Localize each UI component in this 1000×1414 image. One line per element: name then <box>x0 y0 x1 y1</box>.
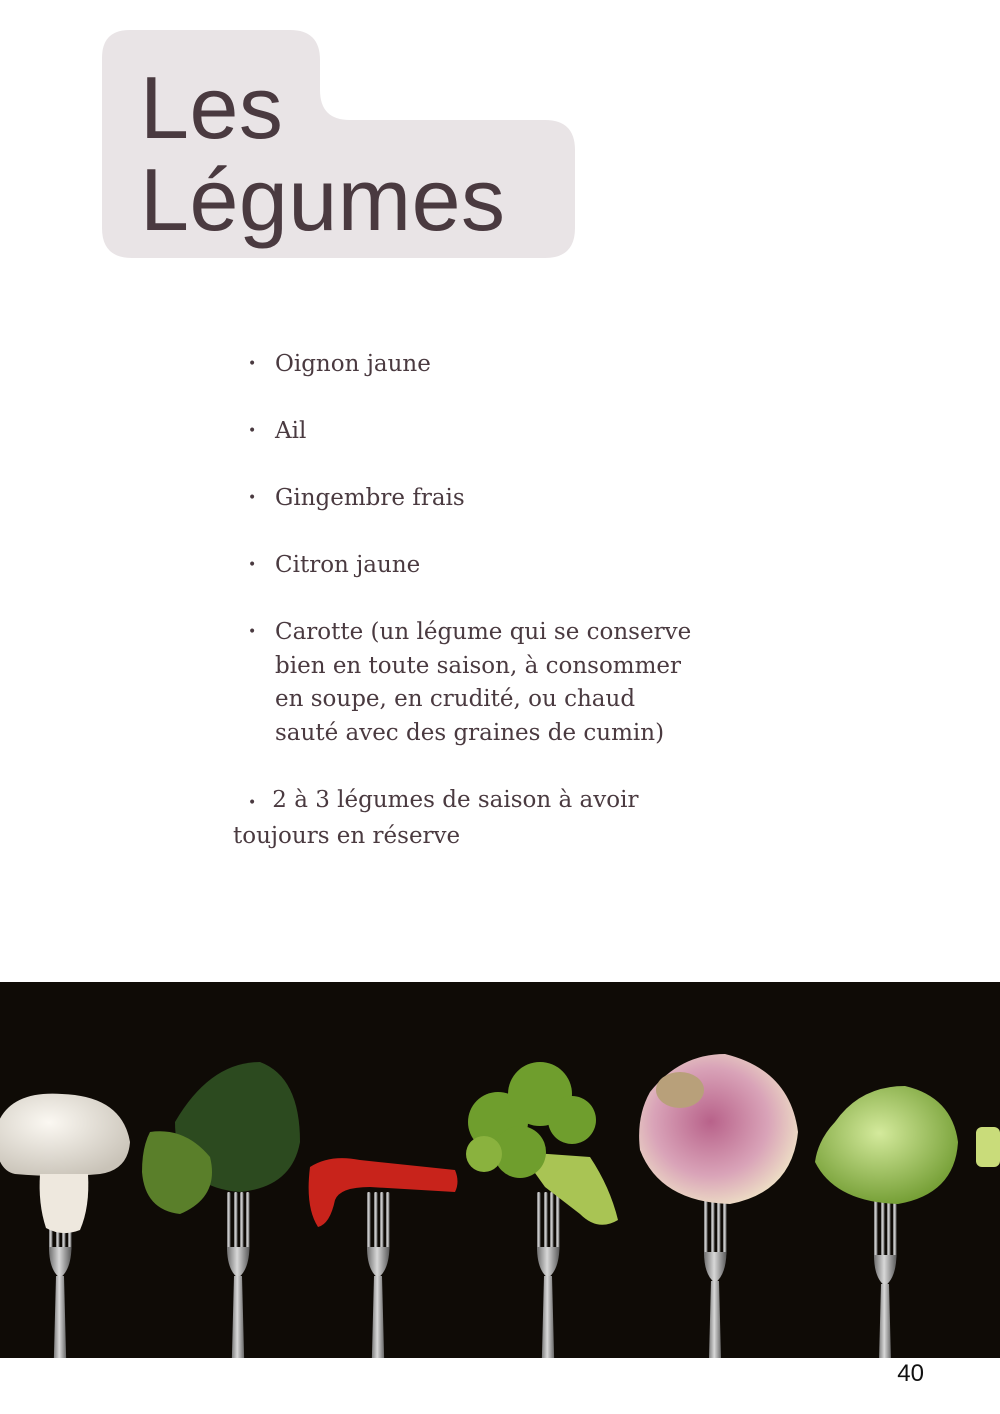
page-title <box>140 58 506 249</box>
bullet-icon: • <box>248 794 257 811</box>
vegetables-on-forks-photo <box>0 982 1000 1358</box>
title-line-2: Légumes <box>140 150 506 249</box>
list-item <box>233 616 703 750</box>
list-item-text: 2 à 3 légumes de saison à avoir toujours en réserve <box>233 786 639 849</box>
list-item <box>233 549 703 583</box>
list-item-text: Ail <box>275 418 307 444</box>
bullet-icon: • <box>248 557 257 573</box>
bullet-icon: • <box>248 624 257 640</box>
page-number: 40 <box>897 1360 924 1387</box>
list-item-text: Citron jaune <box>275 552 421 578</box>
bullet-icon: • <box>248 490 257 506</box>
list-item <box>233 482 703 516</box>
list-item <box>233 784 703 854</box>
list-item <box>233 348 703 382</box>
vegetable-list <box>233 348 703 887</box>
list-item-text: Oignon jaune <box>275 351 431 377</box>
bullet-icon: • <box>248 356 257 372</box>
bullet-icon: • <box>248 423 257 439</box>
title-line-1: Les <box>140 58 284 157</box>
list-item-text: Carotte (un légume qui se conserve bien en toute saison, à consommer en soupe, en crudité, ou chaud sauté avec des graines de cumin) <box>275 619 692 746</box>
list-item <box>233 415 703 449</box>
partial-vegetable-icon <box>976 1127 1000 1167</box>
list-item-text: Gingembre frais <box>275 485 465 511</box>
